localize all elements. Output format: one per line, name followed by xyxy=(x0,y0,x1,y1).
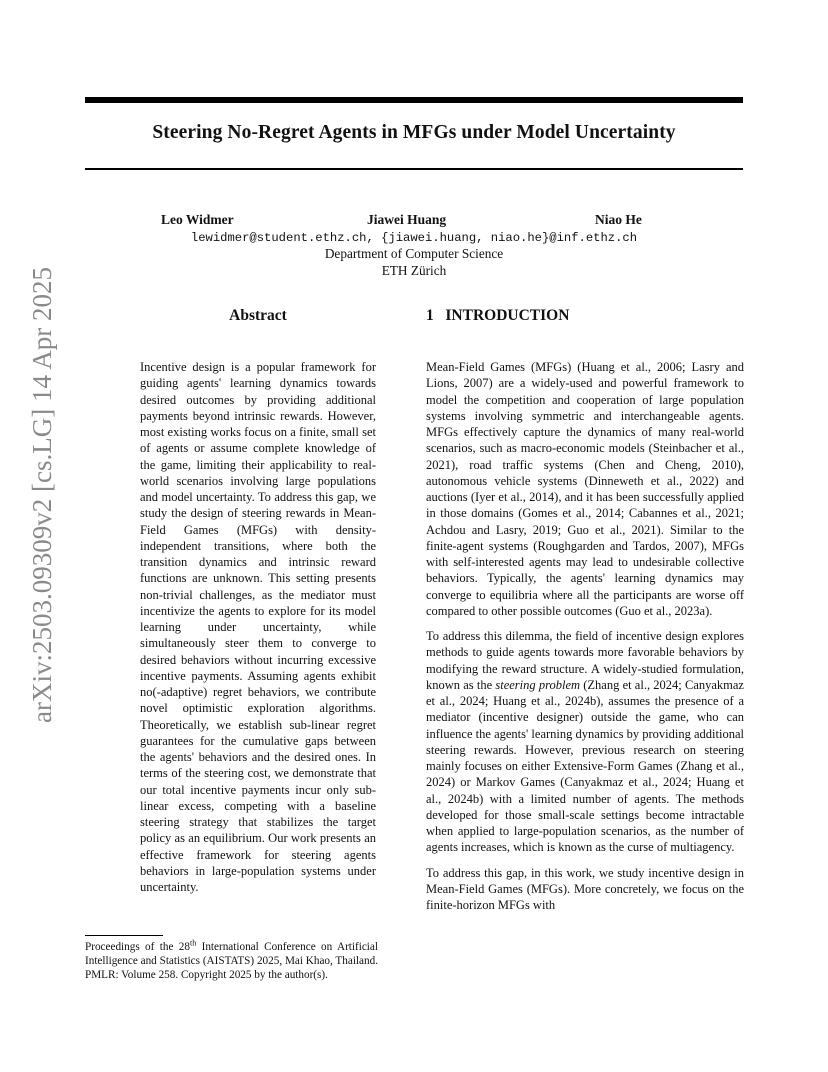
title-bottom-rule xyxy=(85,168,743,170)
intro-paragraph-2-start: To address this dilemma, the field of incentive design explores methods to guide agents towards more favorable behaviors by modifying the reward structure. A widely-studied formulation, known as the xyxy=(426,629,744,692)
affiliation-institution: ETH Zürich xyxy=(381,263,447,278)
author-3: Niao He xyxy=(595,212,642,227)
author-2: Jiawei Huang xyxy=(367,212,447,227)
footnote-superscript: th xyxy=(189,938,197,948)
intro-body xyxy=(426,359,744,913)
arxiv-identifier-stamp: arXiv:2503.09309v2 [cs.LG] 14 Apr 2025 xyxy=(27,267,57,723)
footnote xyxy=(85,940,378,982)
abstract-heading: Abstract xyxy=(229,307,287,324)
steering-problem-term: steering problem xyxy=(495,677,581,692)
section-title: INTRODUCTION xyxy=(445,307,570,324)
intro-paragraph-2-end: (Zhang et al., 2024; Canyakmaz et al., 2024; Huang et al., 2024b), assumes the presence of a mediator (incentive designer) outside the game, who can influence the agents' learning dynamics by providing additional steering rewards. However, previous research on steering mainly focuses on either Extensive-Form Games (Zhang et al., 2024) or Markov Games (Canyakmaz et al., 2024; Huang et al., 2024b) with a limited number of agents. The methods developed for those small-scale settings become intractable when applied to large-population scenarios, as the number of agents increases, which is known as the curse of multiagency. xyxy=(426,677,744,855)
intro-paragraph-2 xyxy=(426,628,744,856)
section-number: 1 xyxy=(426,307,434,324)
title-top-rule xyxy=(85,97,743,103)
intro-paragraph-3: To address this gap, in this work, we study incentive design in Mean-Field Games (MFGs). More concretely, we focus on the finite-horizon MFGs with xyxy=(426,865,744,912)
abstract-text: Incentive design is a popular framework for guiding agents' learning dynamics towards desired outcomes by providing additional payments beyond intrinsic rewards. However, most existing works focus on a finite, small set of agents or assume complete knowledge of the game, limiting their applicability to real-world scenarios involving large populations and model uncertainty. To address this gap, we study the design of steering rewards in Mean-Field Games (MFGs) with density-independent transitions, where both the transition dynamics and intrinsic reward functions are unknown. This setting presents non-trivial challenges, as the mediator must incentivize the agents to explore for its model learning under uncertainty, while simultaneously steer them to converge to desired behaviors without incurring excessive incentive payments. Assuming agents exhibit no(-adaptive) regret behaviors, we contribute novel optimistic exploration algorithms. Theoretically, we establish sub-linear regret guarantees for the cumulative gaps between the agents' behaviors and the desired ones. In terms of the steering cost, we demonstrate that our total incentive payments incur only sub-linear excess, competing with a baseline steering strategy that stabilizes the target policy as an equilibrium. Our work presents an effective framework for steering agents behaviors in large-population systems under uncertainty. xyxy=(140,360,376,894)
footnote-text-start: Proceedings of the 28 xyxy=(85,941,190,953)
intro-paragraph-1: Mean-Field Games (MFGs) (Huang et al., 2006; Lasry and Lions, 2007) are a widely-used and powerful framework to model the competition and cooperation of large population systems involving symmetric and interchangeable agents. MFGs effectively capture the dynamics of many real-world scenarios, such as macro-economic models (Steinbacher et al., 2021), road traffic systems (Chen and Cheng, 2010), autonomous vehicle systems (Dinneweth et al., 2022) and auctions (Iyer et al., 2014), and it has been successfully applied in those domains (Gomes et al., 2014; Cabannes et al., 2021; Achdou and Lasry, 2019; Guo et al., 2021). Similar to the finite-agent systems (Roughgarden and Tardos, 2007), MFGs with self-interested agents may lead to undesirable collective behaviors. Typically, the agents' learning dynamics may converge to equilibria where all the participants are worse off compared to other possible outcomes (Guo et al., 2023a). xyxy=(426,360,744,618)
author-emails: lewidmer@student.ethz.ch, {jiawei.huang, niao.he}@inf.ethz.ch xyxy=(190,231,638,245)
intro-heading xyxy=(426,307,569,325)
author-1: Leo Widmer xyxy=(161,212,234,227)
affiliation-department: Department of Computer Science xyxy=(324,246,504,261)
paper-title: Steering No-Regret Agents in MFGs under Model Uncertainty xyxy=(152,122,676,143)
footnote-rule xyxy=(85,935,163,936)
abstract-body xyxy=(140,359,376,895)
footnote-text-end: International Conference on Artificial Intelligence and Statistics (AISTATS) 2025, Mai Khao, Thailand. PMLR: Volume 258. Copyright 2025 by the author(s). xyxy=(85,941,378,981)
